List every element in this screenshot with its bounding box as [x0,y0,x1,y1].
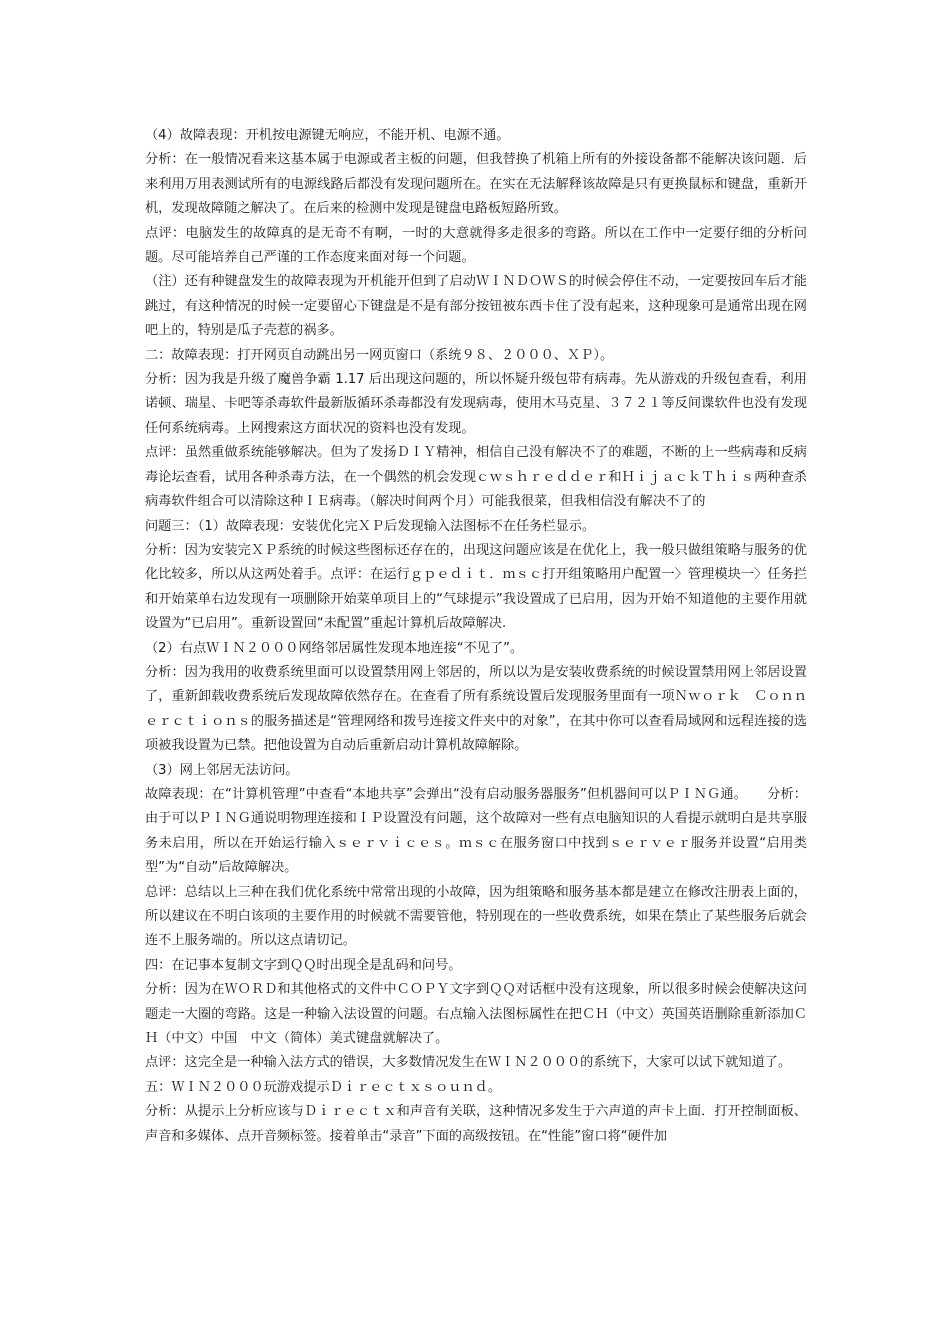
paragraph-popup-fault-comment: 点评：虽然重做系统能够解决。但为了发扬ＤＩＹ精神，相信自己没有解决不了的难题，不断的上一些病毒和反病毒论坛查看，试用各种杀毒方法，在一个偶然的机会发现ｃｗｓｈｒｅｄｄｅｒ和ＨｉｊａｃｋＴｈｉｓ两种查杀病毒软件组合可以清除这种ＩＥ病毒。（解决时间两个月）可能我很菜，但我相信没有解决不了的 [145,445,807,510]
paragraph-keyboard-fault-analysis: 分析：在一般情况看来这基本属于电源或者主板的问题，但我替换了机箱上所有的外接设备都不能解决该问题．后来利用万用表测试所有的电源线路后都没有发现问题所在。在实在无法解释该故障是只有更换鼠标和键盘，重新开机，发现故障随之解决了。在后来的检测中发现是键盘电路板短路所致。 [145,152,807,217]
paragraph-qq-garbled-fault-comment: 点评：这完全是一种输入法方式的错误，大多数情况发生在ＷＩＮ２０００的系统下，大家可以试下就知道了。 [145,1055,792,1071]
paragraph-summary: 总评：总结以上三种在我们优化系统中常常出现的小故障，因为组策略和服务基本都是建立在修改注册表上面的，所以建议在不明白该项的主要作用的时候就不需要管他，特别现在的一些收费系统，如果在禁止了某些服务后就会连不上服务端的。所以这点请切记。 [145,884,807,949]
paragraph-ime-icon-fault-analysis: 分析：因为安装完ＸＰ系统的时候这些图标还存在的，出现这问题应该是在优化上，我一般只做组策略与服务的优化比较多，所以从这两处着手。点评：在运行ｇｐｅｄｉｔ．ｍｓｃ打开组策略用户配置一〉管理模块一〉任务拦和开始菜单右边发现有一项删除开始菜单项目上的“气球提示”我设置成了已启用，因为开始不知道他的主要作用就设置为“已启用”。重新设置回“未配置”重起计算机后故障解决. [145,542,807,632]
paragraph-directx-fault-analysis: 分析：从提示上分析应该与Ｄｉｒｅｃｔｘ和声音有关联，这种情况多发生于六声道的声卡上面．打开控制面板、声音和多媒体、点开音频标签。接着单击“录音”下面的高级按钮。在“性能”窗口将“硬件加 [145,1104,807,1144]
paragraph-qq-garbled-fault-analysis: 分析：因为在ＷＯＲＤ和其他格式的文件中ＣＯＰＹ文字到ＱＱ对话框中没有这现象，所以很多时候会使解决这问题走一大圈的弯路。这是一种输入法设置的问题。右点输入法图标属性在把ＣＨ（中文）英国英语删除重新添加ＣＨ（中文）中国 中文（简体）美式键盘就解决了。 [145,982,807,1047]
paragraph-local-connection-fault-title: （2）右点ＷＩＮ２０００网络邻居属性发现本地连接“不见了”。 [145,640,524,656]
paragraph-directx-fault-title: 五：ＷＩＮ２０００玩游戏提示Ｄｉｒｅｃｔｘｓｏｕｎｄ。 [145,1079,502,1095]
paragraph-popup-fault-title: 二：故障表现：打开网页自动跳出另一网页窗口（系统９８、２０００、ＸＰ）。 [145,347,614,363]
paragraph-qq-garbled-fault-title: 四：在记事本复制文字到ＱＱ时出现全是乱码和问号。 [145,957,462,973]
paragraph-network-neighbor-fault-title: （3）网上邻居无法访问。 [145,762,299,778]
paragraph-network-neighbor-fault-analysis: 故障表现：在“计算机管理”中查看“本地共享”会弹出“没有启动服务器服务”但机器间可以ＰＩＮＧ通。 分析：由于可以ＰＩＮＧ通说明物理连接和ＩＰ设置没有问题，这个故障对一些有点电脑知识的人看提示就明白是共享服务未启用，所以在开始运行输入ｓｅｒｖｉｃｅｓ。ｍｓｃ在服务窗口中找到ｓｅｒｖｅｒ服务并设置“启用类型”为“自动”后故障解决。 [145,786,807,876]
paragraph-keyboard-fault-note: （注）还有种键盘发生的故障表现为开机能开但到了启动ＷＩＮＤＯＷＳ的时候会停住不动，一定要按回车后才能跳过，有这种情况的时候一定要留心下键盘是不是有部分按钮被东西卡住了没有起来，这种现象可是通常出现在网吧上的，特别是瓜子壳惹的祸多。 [145,274,807,339]
document-body [145,124,807,1149]
paragraph-keyboard-fault-comment: 点评：电脑发生的故障真的是无奇不有啊，一时的大意就得多走很多的弯路。所以在工作中一定要仔细的分析问题。尽可能培养自己严谨的工作态度来面对每一个问题。 [145,225,807,266]
paragraph-keyboard-fault-title: （4）故障表现：开机按电源键无响应，不能开机、电源不通。 [145,128,510,143]
paragraph-local-connection-fault-analysis: 分析：因为我用的收费系统里面可以设置禁用网上邻居的，所以以为是安装收费系统的时候设置禁用网上邻居设置了，重新卸载收费系统后发现故障依然存在。在查看了所有系统设置后发现服务里面有一项Ｎｗｏｒｋ Ｃｏｎｎｅｒｃｔｉｏｎｓ的服务描述是“管理网络和拨号连接文件夹中的对象”，在其中你可以查看局域网和远程连接的选项被我设置为已禁。把他设置为自动后重新启动计算机故障解除。 [145,664,807,754]
paragraph-ime-icon-fault-title: 问题三：（1）故障表现：安装优化完ＸＰ后发现输入法图标不在任务栏显示。 [145,518,596,534]
paragraph-popup-fault-analysis: 分析：因为我是升级了魔兽争霸 1.17 后出现这问题的，所以怀疑升级包带有病毒。先从游戏的升级包查看，利用诺顿、瑞星、卡吧等杀毒软件最新版循环杀毒都没有发现病毒，使用木马克星、３７２１等反间谍软件也没有发现任何系统病毒。上网搜索这方面状况的资料也没有发现。 [145,372,807,436]
